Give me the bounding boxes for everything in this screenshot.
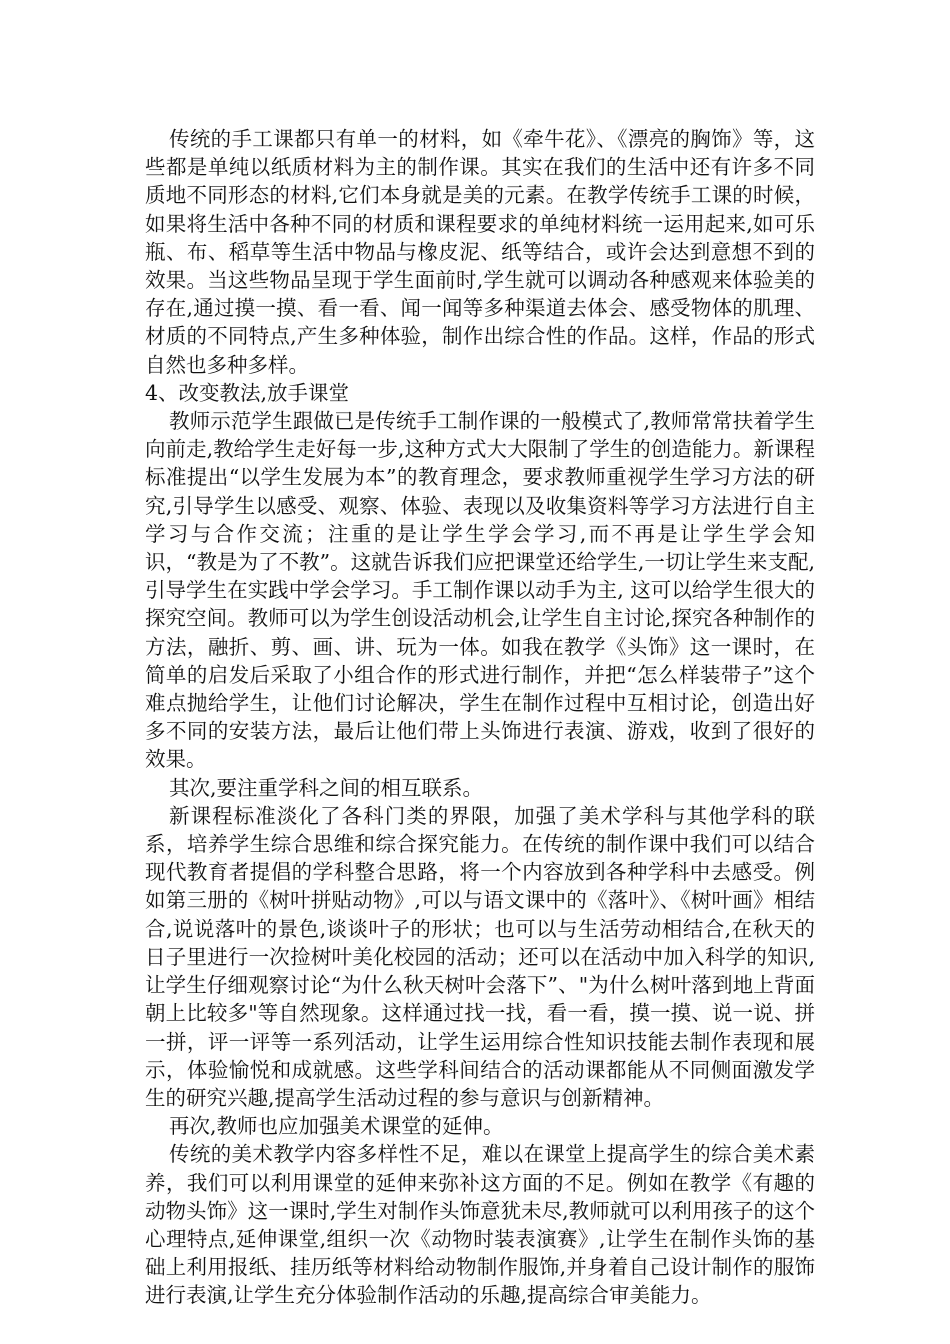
document-body	[145, 125, 815, 1310]
paragraph-interdisciplinary: 新课程标准淡化了各科门类的界限，加强了美术学科与其他学科的联系，培养学生综合思维和综合探究能力。在传统的制作课中我们可以结合现代教育者提倡的学科整合思路，将一个内容放到各种学科中去感受。例如第三册的《树叶拼贴动物》,可以与语文课中的《落叶》、《树叶画》相结合,说说落叶的景色,谈谈叶子的形状；也可以与生活劳动相结合,在秋天的日子里进行一次捡树叶美化校园的活动；还可以在活动中加入科学的知识,让学生仔细观察讨论“为什么秋天树叶会落下”、"为什么树叶落到地上背面朝上比较多"等自然现象。这样通过找一找，看一看，摸一摸、说一说、拼一拼，评一评等一系列活动，让学生运用综合性知识技能去制作表现和展示，体验愉悦和成就感。这些学科间结合的活动课都能从不同侧面激发学生的研究兴趣,提高学生活动过程的参与意识与创新精神。	[145, 803, 815, 1110]
paragraph-third-point: 再次,教师也应加强美术课堂的延伸。	[169, 1114, 504, 1139]
paragraph-second-point: 其次,要注重学科之间的相互联系。	[169, 775, 484, 800]
paragraph-extension: 传统的美术教学内容多样性不足，难以在课堂上提高学生的综合美术素养，我们可以利用课堂的延伸来弥补这方面的不足。例如在教学《有趣的动物头饰》这一课时,学生对制作头饰意犹未尽,教师就可以利用孩子的这个心理特点,延伸课堂,组织一次《动物时装表演赛》,让学生在制作头饰的基础上利用报纸、挂历纸等材料给动物制作服饰,并身着自己设计制作的服饰进行表演,让学生充分体验制作活动的乐趣,提高综合审美能力。	[145, 1142, 815, 1308]
paragraph-teaching-method: 教师示范学生跟做已是传统手工制作课的一般模式了,教师常常扶着学生向前走,教给学生走好每一步,这种方式大大限制了学生的创造能力。新课程标准提出“以学生发展为本”的教育理念，要求教师重视学生学习方法的研究,引导学生以感受、观察、体验、表现以及收集资料等学习方法进行自主学习与合作交流；注重的是让学生学会学习,而不再是让学生学会知识，“教是为了不教”。这就告诉我们应把课堂还给学生,一切让学生来支配,引导学生在实践中学会学习。手工制作课以动手为主, 这可以给学生很大的探究空间。教师可以为学生创设活动机会,让学生自主讨论,探究各种制作的方法，融折、剪、画、讲、玩为一体。如我在教学《头饰》这一课时，在简单的启发后采取了小组合作的形式进行制作，并把“怎么样装带子”这个难点抛给学生，让他们讨论解决，学生在制作过程中互相讨论，创造出好多不同的安装方法，最后让他们带上头饰进行表演、游戏，收到了很好的效果。	[145, 409, 815, 772]
paragraph-materials: 传统的手工课都只有单一的材料，如《牵牛花》、《漂亮的胸饰》等，这些都是单纯以纸质材料为主的制作课。其实在我们的生活中还有许多不同质地不同形态的材料,它们本身就是美的元素。在教学传统手工课的时候，如果将生活中各种不同的材质和课程要求的单纯材料统一运用起来,如可乐瓶、布、稻草等生活中物品与橡皮泥、纸等结合，或许会达到意想不到的效果。当这些物品呈现于学生面前时,学生就可以调动各种感观来体验美的存在,通过摸一摸、看一看、闻一闻等多种渠道去体会、感受物体的肌理、材质的不同特点,产生多种体验，制作出综合性的作品。这样，作品的形式自然也多种多样。	[145, 127, 815, 377]
section-heading-4: 4、改变教法,放手课堂	[145, 380, 350, 405]
